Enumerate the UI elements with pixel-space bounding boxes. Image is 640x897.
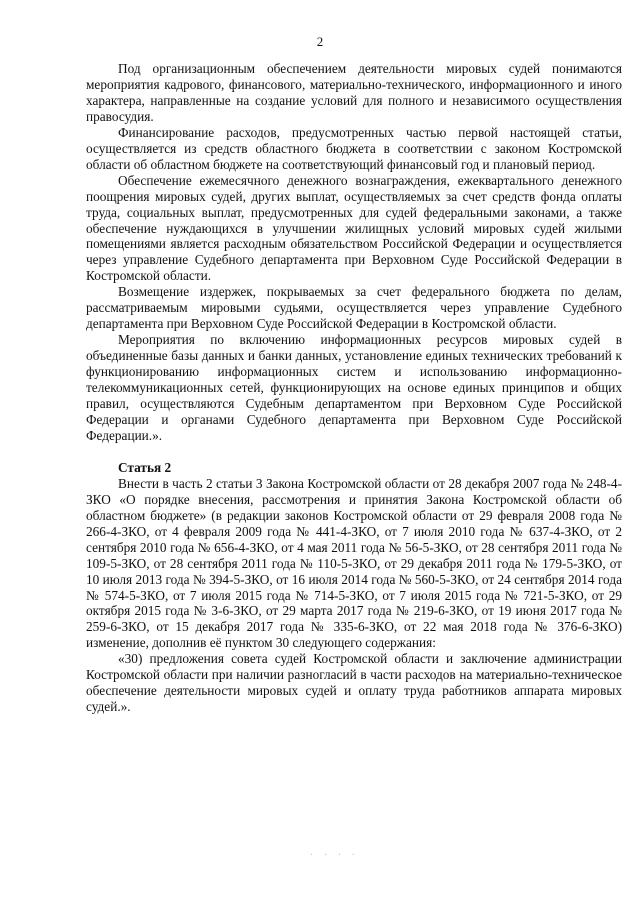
article-2-heading: Статья 2: [118, 459, 172, 475]
document-body: [86, 61, 622, 715]
paragraph-organizational-support: Под организационным обеспечением деятельности мировых судей понимаются мероприятия кадрового, финансового, материально-технического, информационного и иного характера, направленные на создание условий для полного и независимого осуществления правосудия.: [86, 61, 622, 124]
paragraph-article-2-amendment: Внести в часть 2 статьи 3 Закона Костромской области от 28 декабря 2007 года № 248-4-ЗКО «О порядке внесения, рассмотрения и принятия Закона Костромской области об областном бюджете» (в редакции законов Костромской области от 29 февраля 2008 года № 266-4-ЗКО, от 4 февраля 2009 года № 441-4-ЗКО, от 7 июля 2010 года № 637-4-ЗКО, от 2 сентября 2010 года № 656-4-ЗКО, от 4 мая 2011 года № 56-5-ЗКО, от 28 сентября 2011 года № 109-5-ЗКО, от 28 сентября 2011 года № 110-5-ЗКО, от 29 декабря 2011 года № 179-5-ЗКО, от 10 июля 2013 года № 394-5-ЗКО, от 16 июля 2014 года № 560-5-ЗКО, от 24 сентября 2014 года № 574-5-ЗКО, от 7 июля 2015 года № 714-5-ЗКО, от 7 июля 2015 года № 721-5-ЗКО, от 29 октября 2015 года № 3-6-ЗКО, от 29 марта 2017 года № 219-6-ЗКО, от 19 июня 2017 года № 259-6-ЗКО, от 15 декабря 2017 года № 335-6-ЗКО, от 22 мая 2018 года № 376-6-ЗКО) изменение, дополнив её пунктом 30 следующего содержания:: [86, 475, 622, 651]
page-number: 2: [316, 34, 324, 49]
paragraph-remuneration: Обеспечение ежемесячного денежного вознаграждения, ежеквартального денежного поощрения мировых судей, других выплат, осуществляемых за счет средств фонда оплаты труда, социальных выплат, предусмотренных для судей федеральными законами, а также обеспечение нуждающихся в улучшении жилищных условий мировых судей жилыми помещениями является расходным обязательством Российской Федерации и осуществляется через управление Судебного департамента при Верховном Суде Российской Федерации в Костромской области.: [86, 172, 622, 284]
paragraph-financing: Финансирование расходов, предусмотренных частью первой настоящей статьи, осуществляется из средств областного бюджета в соответствии с законом Костромской области об областном бюджете на соответствующий финансовый год и плановый период.: [86, 124, 622, 172]
paragraph-cost-reimbursement: Возмещение издержек, покрываемых за счет федерального бюджета по делам, рассматриваемым мировыми судьями, осуществляется через управление Судебного департамента при Верховном Суде Российской Федерации в Костромской области.: [86, 284, 622, 332]
scan-artifact-dots: · · · ·: [310, 850, 359, 861]
paragraph-information-resources: Мероприятия по включению информационных ресурсов мировых судей в объединенные базы данных и банки данных, установление единых технических требований к функционированию информационных систем и использованию информационно-телекоммуникационных сетей, функционирующих на основе единых принципов и общих правил, осуществляются Судебным департаментом при Верховном Суде Российской Федерации и органами Судебного департамента при Верховном Суде Российской Федерации.».: [86, 332, 622, 443]
paragraph-article-2-item-30: «30) предложения совета судей Костромской области и заключение администрации Костромской области при наличии разногласий в части расходов на материально-техническое обеспечение деятельности мировых судей и оплату труда работников аппарата мировых судей.».: [86, 651, 622, 715]
